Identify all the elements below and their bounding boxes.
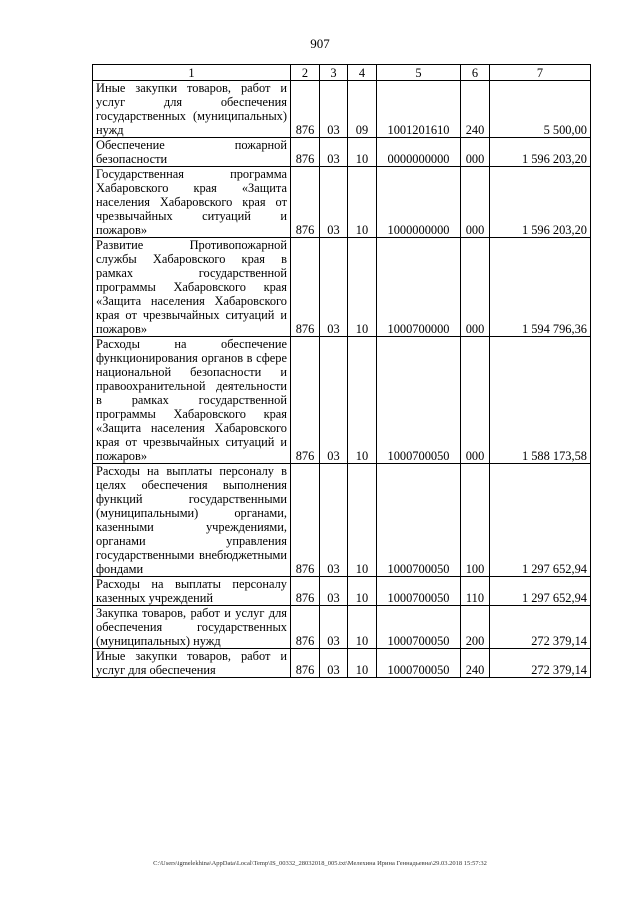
section-code-cell: 03 — [320, 649, 348, 678]
row-name-cell: Расходы на обеспечение функционирования органов в сфере национальной безопасности и правоохранительной деятельности в рамках государственной программы Хабаровского края «Защита населения Хабаровского края от чрезвычайных ситуаций и пожаров» — [93, 337, 291, 464]
admin-code-cell: 876 — [291, 81, 320, 138]
amount-cell: 1 596 203,20 — [490, 167, 591, 238]
table-row — [93, 606, 591, 649]
row-name-cell: Государственная программа Хабаровского края «Защита населения Хабаровского края от чрезвычайных ситуаций и пожаров» — [93, 167, 291, 238]
table-body — [93, 81, 591, 678]
target-article-cell: 1000700050 — [377, 577, 461, 606]
target-article-cell: 1000700050 — [377, 649, 461, 678]
admin-code-cell: 876 — [291, 649, 320, 678]
row-name-cell: Закупка товаров, работ и услуг для обеспечения государственных (муниципальных) нужд — [93, 606, 291, 649]
expense-type-cell: 000 — [461, 238, 490, 337]
expense-type-cell: 240 — [461, 649, 490, 678]
section-code-cell: 03 — [320, 337, 348, 464]
amount-cell: 1 596 203,20 — [490, 138, 591, 167]
row-name-cell: Обеспечение пожарной безопасности — [93, 138, 291, 167]
row-name-cell: Развитие Противопожарной службы Хабаровского края в рамках государственной программы Хабаровского края «Защита населения Хабаровского края от чрезвычайных ситуаций и пожаров» — [93, 238, 291, 337]
section-code-cell: 03 — [320, 238, 348, 337]
table-row — [93, 577, 591, 606]
page-number: 907 — [310, 36, 330, 51]
subsection-code-cell: 10 — [348, 238, 377, 337]
admin-code-cell: 876 — [291, 464, 320, 577]
target-article-cell: 1000000000 — [377, 167, 461, 238]
expense-type-cell: 110 — [461, 577, 490, 606]
subsection-code-cell: 10 — [348, 577, 377, 606]
column-header: 5 — [377, 65, 461, 81]
expense-type-cell: 200 — [461, 606, 490, 649]
admin-code-cell: 876 — [291, 138, 320, 167]
expense-type-cell: 000 — [461, 167, 490, 238]
amount-cell: 272 379,14 — [490, 649, 591, 678]
expense-type-cell: 000 — [461, 138, 490, 167]
subsection-code-cell: 10 — [348, 138, 377, 167]
column-header: 4 — [348, 65, 377, 81]
table-row — [93, 337, 591, 464]
expense-type-cell: 100 — [461, 464, 490, 577]
target-article-cell: 1000700050 — [377, 464, 461, 577]
expense-type-cell: 000 — [461, 337, 490, 464]
budget-table — [92, 64, 591, 678]
target-article-cell: 1001201610 — [377, 81, 461, 138]
admin-code-cell: 876 — [291, 238, 320, 337]
table-row — [93, 238, 591, 337]
subsection-code-cell: 10 — [348, 649, 377, 678]
section-code-cell: 03 — [320, 138, 348, 167]
admin-code-cell: 876 — [291, 606, 320, 649]
table-row — [93, 167, 591, 238]
section-code-cell: 03 — [320, 577, 348, 606]
amount-cell: 1 297 652,94 — [490, 577, 591, 606]
target-article-cell: 1000700050 — [377, 606, 461, 649]
table-row — [93, 649, 591, 678]
admin-code-cell: 876 — [291, 167, 320, 238]
table-header-row — [93, 65, 591, 81]
amount-cell: 1 588 173,58 — [490, 337, 591, 464]
subsection-code-cell: 09 — [348, 81, 377, 138]
subsection-code-cell: 10 — [348, 167, 377, 238]
section-code-cell: 03 — [320, 167, 348, 238]
target-article-cell: 0000000000 — [377, 138, 461, 167]
amount-cell: 5 500,00 — [490, 81, 591, 138]
row-name-cell: Иные закупки товаров, работ и услуг для обеспечения государственных (муниципальных) нужд — [93, 81, 291, 138]
table-row — [93, 138, 591, 167]
subsection-code-cell: 10 — [348, 464, 377, 577]
amount-cell: 1 297 652,94 — [490, 464, 591, 577]
table-row — [93, 81, 591, 138]
column-header: 2 — [291, 65, 320, 81]
section-code-cell: 03 — [320, 81, 348, 138]
column-header: 3 — [320, 65, 348, 81]
target-article-cell: 1000700050 — [377, 337, 461, 464]
row-name-cell: Иные закупки товаров, работ и услуг для обеспечения — [93, 649, 291, 678]
row-name-cell: Расходы на выплаты персоналу казенных учреждений — [93, 577, 291, 606]
column-header: 1 — [93, 65, 291, 81]
column-header: 7 — [490, 65, 591, 81]
target-article-cell: 1000700000 — [377, 238, 461, 337]
subsection-code-cell: 10 — [348, 337, 377, 464]
admin-code-cell: 876 — [291, 337, 320, 464]
section-code-cell: 03 — [320, 464, 348, 577]
expense-type-cell: 240 — [461, 81, 490, 138]
admin-code-cell: 876 — [291, 577, 320, 606]
column-header: 6 — [461, 65, 490, 81]
table-row — [93, 464, 591, 577]
amount-cell: 1 594 796,36 — [490, 238, 591, 337]
footer-file-path: C:\Users\igmelekhina\AppData\Local\Temp\IS_00332_28032018_005.txt\Мелехина Ирина Геннадьевна\29.03.2018 15:57:32 — [153, 860, 487, 867]
row-name-cell: Расходы на выплаты персоналу в целях обеспечения выполнения функций государственными (муниципальными) органами, казенными учреждениями, органами управления государственными внебюджетными фондами — [93, 464, 291, 577]
amount-cell: 272 379,14 — [490, 606, 591, 649]
section-code-cell: 03 — [320, 606, 348, 649]
subsection-code-cell: 10 — [348, 606, 377, 649]
